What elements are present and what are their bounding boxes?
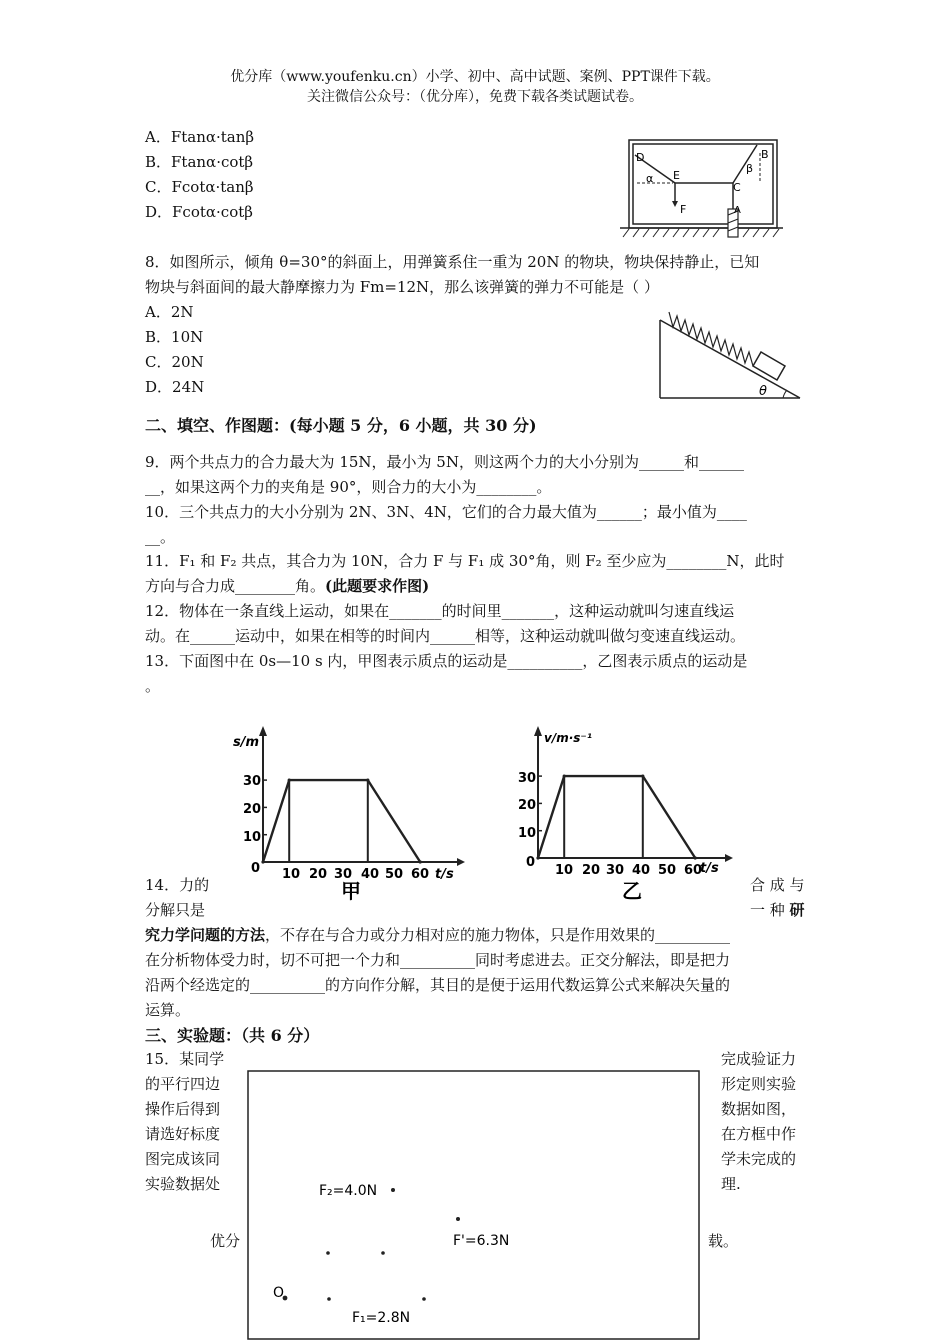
q15-origin-label: O [273, 1285, 285, 1301]
q15-left-4: 请选好标度 [145, 1125, 221, 1143]
q14-right-2-text: 一 种 [750, 901, 790, 919]
q8-option-a: A．2N [145, 303, 194, 321]
graph-yi-point [536, 856, 539, 859]
graph-yi-ytick-30: 30 [518, 771, 537, 786]
q9-line-1: 9．两个共点力的合力最大为 15N，最小为 5N，则这两个力的大小分别为______和______ [145, 453, 744, 471]
graph-yi-ytick-10: 10 [518, 826, 537, 841]
q15-right-1: 完成验证力 [721, 1050, 797, 1068]
q14-right-2-bold: 研 [789, 901, 805, 919]
graph-yi-plot [536, 775, 696, 860]
q11-drawing-note: (此题要求作图) [325, 577, 430, 595]
q15-left-6: 实验数据处 [145, 1175, 221, 1193]
q13-line-2: 。 [145, 677, 161, 695]
q7-label-alpha: α [646, 172, 654, 185]
graph-jia [225, 720, 475, 905]
q14-left-1: 14．力的 [145, 876, 210, 894]
q14-line-3 [145, 925, 730, 945]
graph-yi-point [563, 775, 566, 778]
q7-option-c: C．Fcotα·tanβ [145, 178, 254, 196]
q15-left-2: 的平行四边 [145, 1075, 221, 1093]
graph-yi-ytick-0: 0 [526, 855, 536, 870]
q12-line-1: 12．物体在一条直线上运动，如果在_______的时间里_______，这种运动就叫匀速直线运 [145, 602, 735, 620]
q15-left-3: 操作后得到 [145, 1100, 221, 1118]
graph-yi-xtick-50: 50 [658, 863, 677, 878]
q8-option-d: D．24N [145, 378, 205, 396]
q15-footer-right: 载。 [708, 1232, 739, 1250]
q7-label-c: C [733, 181, 741, 194]
graph-jia-ytick-20: 20 [243, 802, 262, 817]
graph-yi-xtick-20: 20 [582, 863, 601, 878]
graph-jia-xtick-40: 40 [361, 867, 380, 882]
q8-option-c: C．20N [145, 353, 204, 371]
graph-jia-xtick-50: 50 [385, 867, 404, 882]
q11-line-2 [145, 576, 429, 596]
q7-label-beta: β [746, 162, 754, 175]
q8-text-2: 物块与斜面间的最大静摩擦力为 Fm=12N，那么该弹簧的弹力不可能是（ ） [145, 278, 659, 296]
graph-yi-xtick-30: 30 [606, 863, 625, 878]
q7-label-d: D [636, 151, 645, 164]
graph-jia-point [261, 860, 264, 863]
q7-label-e: E [673, 169, 680, 182]
q7-label-a: A [734, 205, 741, 216]
q14-line-3-text: ，不存在与合力或分力相对应的施力物体，只是作用效果的__________ [265, 926, 731, 944]
q15-data-box [247, 1070, 702, 1342]
q11-line-2-text: 方向与合力成________角。 [145, 577, 326, 595]
graph-jia-point [366, 779, 369, 782]
graph-jia-ytick-30: 30 [243, 774, 262, 789]
graph-yi-point [641, 775, 644, 778]
q14-line-6: 运算。 [145, 1001, 191, 1019]
q7-label-b: B [761, 148, 769, 161]
q15-left-1: 15．某同学 [145, 1050, 225, 1068]
q14-line-3-bold: 究力学问题的方法 [145, 926, 266, 944]
q14-right-2 [750, 900, 805, 920]
q10-line-2: __。 [145, 528, 176, 546]
header-line-1: 优分库（www.youfenku.cn）小学、初中、高中试题、案例、PPT课件下载。 [230, 69, 720, 85]
graph-jia-xtick-60: 60 [411, 867, 430, 882]
q10-line-1: 10．三个共点力的大小分别为 2N、3N、4N，它们的合力最大值为______；最小值为____ [145, 503, 747, 521]
graph-jia-ytick-10: 10 [243, 830, 262, 845]
q15-footer-left: 优分 [210, 1232, 241, 1250]
graph-jia-point [419, 860, 422, 863]
q15-fprime-label: F'=6.3N [453, 1233, 510, 1249]
q8-theta-label: θ [759, 384, 767, 399]
graph-yi-ytick-20: 20 [518, 798, 537, 813]
q8-incline-figure [655, 308, 805, 403]
q14-right-1: 合 成 与 [750, 876, 805, 894]
q14-left-2: 分解只是 [145, 901, 206, 919]
q12-line-2: 动。在______运动中，如果在相等的时间内______相等，这种运动就叫做匀变速直线运动。 [145, 627, 746, 645]
q15-left-5: 图完成该同 [145, 1150, 221, 1168]
q8-option-b: B．10N [145, 328, 204, 346]
header-line-2: 关注微信公众号：（优分库），免费下载各类试题试卷。 [307, 89, 643, 105]
graph-jia-line [263, 780, 420, 862]
q7-option-a: A．Ftanα·tanβ [145, 128, 255, 146]
graph-yi-line [538, 776, 695, 858]
graph-yi-point [694, 856, 697, 859]
graph-jia-xtick-10: 10 [282, 867, 301, 882]
q9-line-2: __，如果这两个力的夹角是 90°，则合力的大小为________。 [145, 478, 552, 496]
graph-yi-xlabel: t/s [700, 861, 719, 876]
graph-yi-xtick-60: 60 [684, 863, 703, 878]
q7-label-f: F [680, 203, 687, 216]
q15-right-6: 理. [721, 1175, 741, 1193]
graph-yi-xtick-40: 40 [632, 863, 651, 878]
graph-yi-xtick-10: 10 [555, 863, 574, 878]
q15-f2-label: F₂=4.0N [319, 1183, 378, 1199]
graph-yi-ylabel: v/m·s⁻¹ [544, 731, 592, 745]
section-3-title: 三、实验题：（共 6 分） [145, 1026, 320, 1045]
graph-jia-xtick-30: 30 [334, 867, 353, 882]
q13-line-1: 13．下面图中在 0s—10 s 内，甲图表示质点的运动是__________，乙图表示质点的运动是 [145, 652, 748, 670]
q15-f1-label: F₁=2.8N [352, 1310, 411, 1326]
q14-line-4: 在分析物体受力时，切不可把一个力和__________同时考虑进去。正交分解法，即是把力 [145, 951, 731, 969]
q7-figure [615, 135, 785, 240]
graph-jia-plot [261, 779, 421, 864]
q15-right-4: 在方框中作 [721, 1125, 797, 1143]
q7-option-d: D．Fcotα·cotβ [145, 203, 253, 221]
graph-jia-ytick-0: 0 [251, 861, 261, 876]
q15-right-2: 形定则实验 [721, 1075, 797, 1093]
q15-right-3: 数据如图， [721, 1100, 797, 1118]
q7-option-b: B．Ftanα·cotβ [145, 153, 254, 171]
section-2-title: 二、填空、作图题：(每小题 5 分，6 小题，共 30 分) [145, 416, 537, 435]
graph-jia-xtick-20: 20 [309, 867, 328, 882]
q14-line-5: 沿两个经选定的__________的方向作分解，其目的是便于运用代数运算公式来解决矢量的 [145, 976, 731, 994]
graph-jia-xlabel: t/s [435, 867, 454, 882]
q15-right-5: 学未完成的 [721, 1150, 797, 1168]
graph-jia-point [288, 779, 291, 782]
q11-line-1: 11．F₁ 和 F₂ 共点，其合力为 10N，合力 F 与 F₁ 成 30°角，则 F₂ 至少应为________N，此时 [145, 552, 785, 570]
graph-jia-name: 甲 [341, 879, 361, 903]
graph-yi [500, 720, 750, 905]
graph-yi-name: 乙 [622, 879, 642, 903]
graph-jia-ylabel: s/m [233, 735, 260, 750]
q8-text-1: 8．如图所示，倾角 θ=30°的斜面上，用弹簧系住一重为 20N 的物块，物块保持静止，已知 [145, 253, 760, 271]
